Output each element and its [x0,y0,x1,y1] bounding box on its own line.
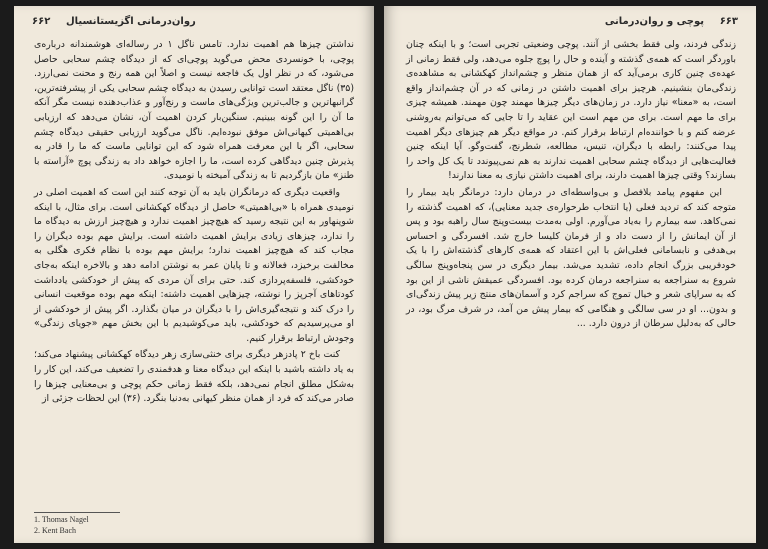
footnotes [34,514,234,536]
left-page [14,6,374,543]
page-number: ۶۶۳ [719,16,738,27]
footnote: 2. Kent Bach [34,526,76,535]
paragraph: واقعیت دیگری که درمانگران باید به آن توجه کنند این است که اهمیت اصلی در نومیدی همراه با «بی‌اهمیتی» حاصل از دیدگاه کهکشانی است. برای مثال، با اینکه شوپنهاور به این نتیجه رسید که هیچ‌چیز اهمیت ندارد و هیچ‌چیز ارزش به دیدگاه ما را ندارد، چیزهای زیادی برایش اهمیت داشته است. برایش مهم بوده دیگران را مجاب کند که هیچ‌چیز اهمیت ندارد؛ برایش مهم بوده با نظام فکری هگلی به مخالفت برخیزد، فعالانه و تا پایان عمر به نوشتن ادامه دهد و بالاخره اینکه به‌جای خودکشی، فلسفه‌پردازی کند. حتی برای آن مردی که پیش از خودکشی یادداشت کودتاهای آجرپز را نوشته، چیزهایی اهمیت داشته: اینکه مهم بوده موقعیت انسانی را درک کند و نتیجه‌گیری‌اش را با دیگران در میان بگذارد. اگر پیش از خودکشی از او می‌پرسیدیم که خودکشی، باید می‌کوشیدیم با این بخش مهم «جویای زندگی» وجودش ارتباط برقرار کنیم. [34,186,354,344]
right-page [384,6,756,543]
paragraph: نداشتن چیزها هم اهمیت ندارد. تامس ناگل ۱ در رساله‌ای هوشمندانه درباره‌ی پوچی، با خونسردی محض می‌گوید پوچی‌ای که از دیدگاه چشم سحابی حاصل می‌شود، که در نظر اول یک فاجعه نیست و اصلاً این همه رنج و محنت نمی‌ارزد. (۳۵) ناگل معتقد است توانایی رسیدن به دیدگاه چشم سحابی یکی از پیشرفته‌ترین، گرانبهاترین و جالب‌ترین ویژگی‌های ماست و رنج‌آور و عذاب‌دهنده نیست مگر آنکه ما آن را این گونه ببینیم. سنگین‌بار کردن اهمیت آن، نشان می‌دهد که ارزیابی بی‌اهمیتی کیهانی‌اش موفق نبوده‌ایم. ناگل می‌گوید ارزیابی حقیقی دیدگاه چشم سحابی، اگر با این معرفت همراه شود که این توانایی ماست که ما را قادر به پذیرش چنین دیدگاهی کرده است، ما را اجازه خواهد داد به زندگی پوچ «آراسته با طنز» مان بازگردیم تا به زندگی آمیخته با نومیدی. [34,39,355,182]
paragraph: کنت باخ ۲ پادزهر دیگری برای خنثی‌سازی زهر دیدگاه کهکشانی پیشنهاد می‌کند؛ به یاد داشته باشید با اینکه این دیدگاه معنا و هدفمندی را تضعیف می‌کند، این کار را به‌شکل مطلق انجام نمی‌دهد، بلکه فقط زمانی حکم پوچی و بی‌معنایی چیزها را صادر می‌کند که فرد از همان منظر کیهانی به‌دنیا بنگرد. (۳۶) این لحظات جزئی از [34,349,354,405]
paragraph: این مفهوم پیامد بلافصل و بی‌واسطه‌ای در درمان دارد: درمانگر باید بیمار را متوجه کند که تردید فعلی (یا انتخاب طرحواره‌ی جدید معنایی)، که اهمیت گذشته را نمی‌کاهد. سه بیمارم را به‌یاد می‌آورم. اولی به‌مدت بیست‌وپنج سال راهبه بود و پس از آن ایمانش را از دست داد و از فرمان کلیسا خارج شد. افسردگی و احساس بی‌هدفی و نابسامانی فعلی‌اش با این اعتقاد که همه‌ی کارهای گذشته‌اش را با یک خودفریبی بزرگ انجام داده، تشدید می‌شد. بیمار دیگری در سن پنجاه‌وپنج سالگی شروع به سنراجعه به سنراجعه درمان کرده بود. افسردگی عمیقش ناشی از این بود که به سراپای شعر و خیال تموج که سراجم کرد و آسمان‌های منتج زیر پیش زندگی‌ای و بدون... او در سی سالگی و هنگامی که بیمار پیش من آمد، در شرف مرگ بود، در حالی که به‌دلیل سرطان از درون دارد. ... [406,186,736,330]
page-header [402,16,738,32]
paragraph: زندگی فردند، ولی فقط بخشی از آنند. پوچی وضعیتی تجربی است؛ و با اینکه چنان باوردگر است که همه‌ی گذشته و آینده و حال را پوچ جلوه می‌دهد، ولی فقط زمانی از عهده‌ی چنین کاری برمی‌آید که از همان منظر و چشم‌انداز کهکشانی به مشاهده‌ی زندگی‌مان بنشینیم. هرچیز برای اهمیت داشتن در زمانی که در آن چشم‌انداز واقع است، به «معنا» نیاز دارد. در زمان‌های دیگر چیزها مهمند چون مهمند. همیشه چیزی برای ما مهم است. برای من مهم است این عقاید را تا جایی که می‌توانم به‌روشنی عرضه کنم و با خواننده‌ام ارتباط برقرار کنم. در مواقع دیگر هم چیزهای دیگر اهمیت پیدا می‌کنند: رابطه با دیگران، تنیس، مطالعه، شطرنج، گفت‌وگو. آیا اینکه چنین فعالیت‌هایی از دیدگاه چشم سحابی اهمیت ندارند به هم نمی‌پیوندد تا یک کل واحد را بسازند؟ وقتی چیزها اهمیت دارند، برای اهمیت داشتن نیازی به معنا ندارند! [406,39,736,182]
footnote: 1. Thomas Nagel [34,515,89,524]
page-body [406,38,736,332]
page-body [34,38,354,407]
page-header [32,16,356,32]
running-title: روان‌درمانی اگزیستانسیال [66,16,196,27]
running-title: پوچی و روان‌درمانی [604,16,704,27]
footnote-rule [34,512,120,513]
page-number: ۶۶۲ [32,16,51,27]
